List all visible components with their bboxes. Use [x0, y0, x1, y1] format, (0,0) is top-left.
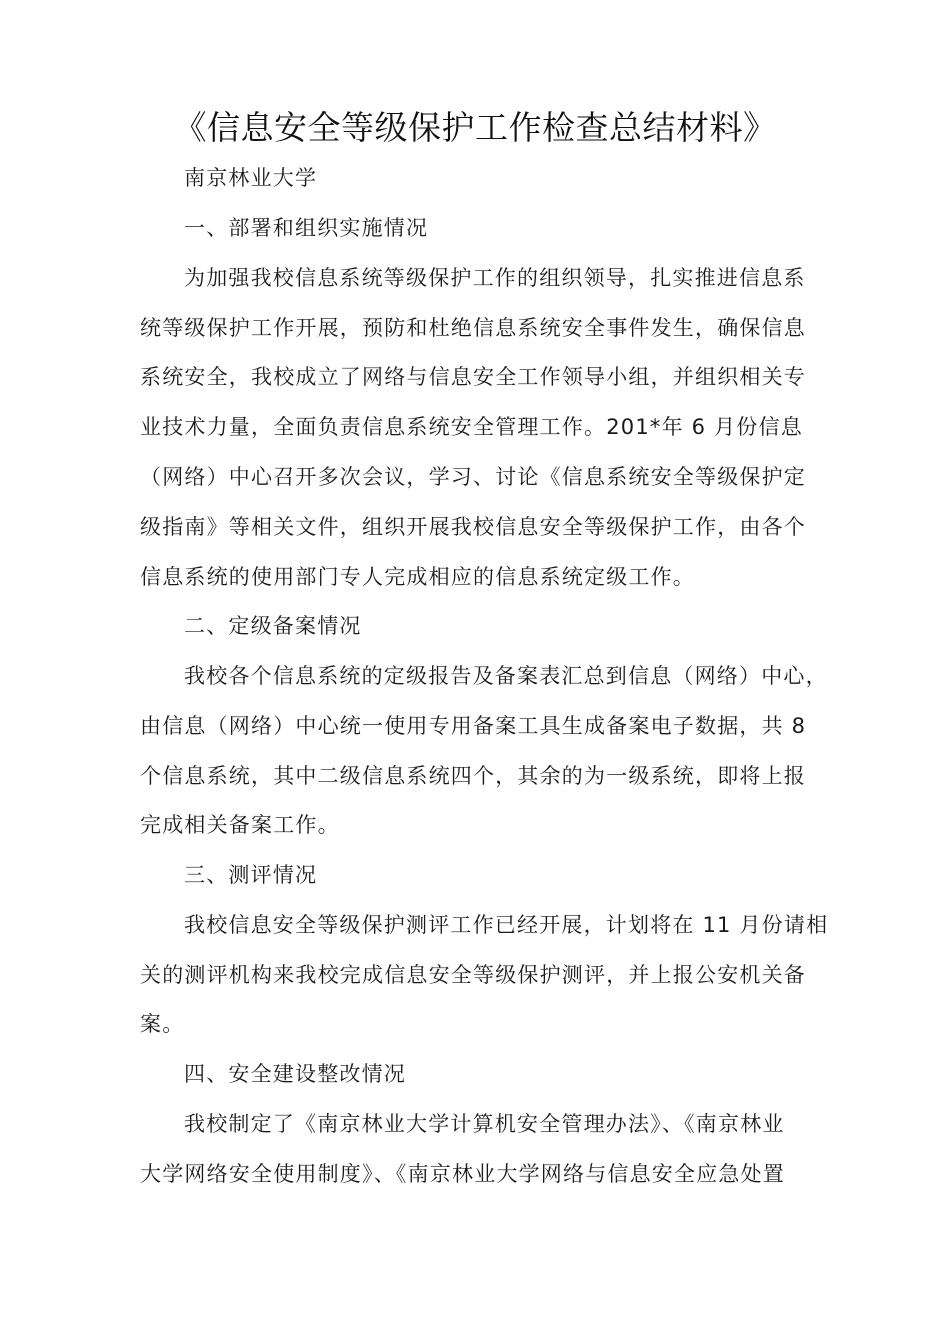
- section-heading-2: 二、定级备案情况: [184, 614, 362, 638]
- paragraph-line: 完成相关备案工作。: [140, 813, 340, 837]
- paragraph-line: 级指南》等相关文件，组织开展我校信息安全等级保护工作，由各个: [140, 515, 806, 539]
- paragraph-line: （网络）中心召开多次会议，学习、讨论《信息系统安全等级保护定: [140, 465, 806, 489]
- paragraph-line: 业技术力量，全面负责信息系统安全管理工作。201*年 6 月份信息: [140, 415, 803, 439]
- paragraph-line: 信息系统的使用部门专人完成相应的信息系统定级工作。: [140, 565, 695, 589]
- paragraph-line: 关的测评机构来我校完成信息安全等级保护测评，并上报公安机关备: [140, 963, 806, 987]
- paragraph-line: 案。: [140, 1012, 185, 1036]
- paragraph-line: 个信息系统，其中二级信息系统四个，其余的为一级系统，即将上报: [140, 764, 806, 788]
- section-heading-4: 四、安全建设整改情况: [184, 1062, 406, 1086]
- paragraph-line: 我校制定了《南京林业大学计算机安全管理办法》、《南京林业: [184, 1112, 785, 1136]
- paragraph-line: 为加强我校信息系统等级保护工作的组织领导，扎实推进信息系: [184, 266, 806, 290]
- paragraph-line: 统等级保护工作开展，预防和杜绝信息系统安全事件发生，确保信息: [140, 316, 806, 340]
- section-heading-1: 一、部署和组织实施情况: [184, 216, 429, 240]
- paragraph-line: 系统安全，我校成立了网络与信息安全工作领导小组，并组织相关专: [140, 365, 806, 389]
- paragraph-line: 大学网络安全使用制度》、《南京林业大学网络与信息安全应急处置: [140, 1162, 785, 1186]
- paragraph-line: 由信息（网络）中心统一使用专用备案工具生成备案电子数据，共 8: [140, 714, 807, 738]
- author-line: 南京林业大学: [184, 166, 318, 190]
- section-heading-3: 三、测评情况: [184, 863, 318, 887]
- document-title: 《信息安全等级保护工作检查总结材料》: [173, 108, 777, 147]
- paragraph-line: 我校各个信息系统的定级报告及备案表汇总到信息（网络）中心，: [184, 664, 828, 688]
- paragraph-line: 我校信息安全等级保护测评工作已经开展，计划将在 11 月份请相: [184, 913, 829, 937]
